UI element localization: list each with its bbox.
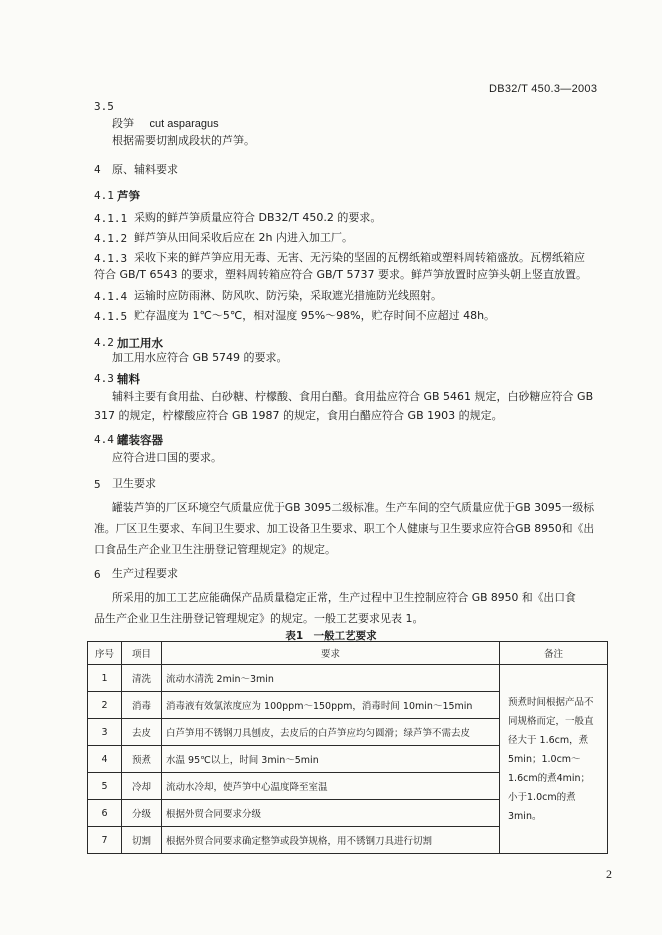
page-number: 2 bbox=[606, 867, 612, 881]
section-number: 4.4 bbox=[94, 433, 114, 446]
section-heading: 生产过程要求 bbox=[112, 567, 178, 580]
row-item: 预煮 bbox=[122, 746, 162, 773]
paragraph: 应符合进口国的要求。 bbox=[112, 451, 222, 464]
section-heading: 罐装容器 bbox=[117, 433, 163, 447]
section-number: 6 bbox=[94, 568, 101, 581]
row-requirement: 白芦笋用不锈钢刀具刨皮，去皮后的白芦笋应均匀圆滑；绿芦笋不需去皮 bbox=[162, 719, 500, 746]
row-seq: 1 bbox=[88, 665, 122, 692]
clause-number: 4.1.5 bbox=[94, 310, 128, 323]
paragraph: 辅料主要有食用盐、白砂糖、柠檬酸、食用白醋。食用盐应符合 GB 5461 规定，白砂糖应符合 GB bbox=[112, 390, 594, 403]
row-item: 切割 bbox=[122, 827, 162, 854]
document-id: DB32/T 450.3—2003 bbox=[489, 83, 598, 95]
paragraph: 加工用水应符合 GB 5749 的要求。 bbox=[112, 351, 288, 364]
paragraph: 品生产企业卫生注册登记管理规定》的规定。一般工艺要求见表 1。 bbox=[94, 612, 424, 625]
header-requirement: 要求 bbox=[162, 642, 500, 665]
row-note: 预煮时间根据产品不同规格而定，一般直径大于 1.6cm，煮5min；1.0cm～1.6cm的煮4min；小于1.0cm的煮3min。 bbox=[500, 665, 608, 854]
row-seq: 4 bbox=[88, 746, 122, 773]
section-number: 4.3 bbox=[94, 372, 114, 385]
clause-text: 贮存温度为 1℃～5℃，相对湿度 95%～98%，贮存时间不应超过 48h。 bbox=[134, 309, 496, 322]
row-requirement: 根据外贸合同要求分级 bbox=[162, 800, 500, 827]
clause-number: 4.1.3 bbox=[94, 252, 128, 265]
paragraph: 所采用的加工工艺应能确保产品质量稳定正常，生产过程中卫生控制应符合 GB 8950 和《出口食 bbox=[112, 591, 576, 604]
term-chinese: 段笋 bbox=[112, 117, 134, 130]
section-heading: 卫生要求 bbox=[112, 477, 156, 490]
clause-text: 采购的鲜芦笋质量应符合 DB32/T 450.2 的要求。 bbox=[134, 211, 382, 224]
section-number: 5 bbox=[94, 478, 101, 491]
clause-text: 符合 GB/T 6543 的要求，塑料周转箱应符合 GB/T 5737 要求。鲜芦笋放置时应笋头朝上竖直放置。 bbox=[94, 268, 587, 281]
section-number: 4.2 bbox=[94, 336, 114, 349]
row-seq: 3 bbox=[88, 719, 122, 746]
row-item: 消毒 bbox=[122, 692, 162, 719]
row-item: 去皮 bbox=[122, 719, 162, 746]
section-number: 4.1 bbox=[94, 189, 114, 202]
table-caption: 表1 一般工艺要求 bbox=[285, 630, 377, 642]
section-heading: 原、辅料要求 bbox=[112, 163, 178, 176]
clause-number: 4.1.1 bbox=[94, 212, 128, 225]
clause-text: 采收下来的鲜芦笋应用无毒、无害、无污染的坚固的瓦楞纸箱或塑料周转箱盛放。瓦楞纸箱应 bbox=[134, 251, 585, 264]
header-seq: 序号 bbox=[88, 642, 122, 665]
row-requirement: 流动水冷却，使芦笋中心温度降至室温 bbox=[162, 773, 500, 800]
header-item: 项目 bbox=[122, 642, 162, 665]
section-heading: 辅料 bbox=[117, 372, 140, 386]
section-heading: 加工用水 bbox=[117, 336, 163, 350]
row-requirement: 消毒液有效氯浓度应为 100ppm～150ppm，消毒时间 10min～15min bbox=[162, 692, 500, 719]
clause-number: 4.1.4 bbox=[94, 290, 128, 303]
row-seq: 7 bbox=[88, 827, 122, 854]
header-note: 备注 bbox=[500, 642, 608, 665]
row-requirement: 水温 95℃以上，时间 3min～5min bbox=[162, 746, 500, 773]
section-number: 3.5 bbox=[94, 100, 114, 113]
section-number: 4 bbox=[94, 163, 101, 176]
clause-number: 4.1.2 bbox=[94, 232, 128, 245]
table-header-row bbox=[88, 642, 608, 665]
row-item: 清洗 bbox=[122, 665, 162, 692]
row-seq: 6 bbox=[88, 800, 122, 827]
paragraph: 317 的规定，柠檬酸应符合 GB 1987 的规定，食用白醋应符合 GB 1903 的规定。 bbox=[94, 409, 503, 422]
section-heading: 芦笋 bbox=[117, 189, 140, 203]
process-requirements-table bbox=[87, 641, 608, 854]
clause-text: 运输时应防雨淋、防风吹、防污染，采取遮光措施防光线照射。 bbox=[134, 289, 442, 302]
paragraph: 罐装芦笋的厂区环境空气质量应优于GB 3095二级标准。生产车间的空气质量应优于GB 3095一级标 bbox=[112, 501, 595, 514]
paragraph: 准。厂区卫生要求、车间卫生要求、加工设备卫生要求、职工个人健康与卫生要求应符合GB 8950和《出 bbox=[94, 522, 595, 535]
clause-text: 鲜芦笋从田间采收后应在 2h 内进入加工厂。 bbox=[134, 231, 353, 244]
paragraph: 口食品生产企业卫生注册登记管理规定》的规定。 bbox=[94, 543, 336, 556]
term-english: cut asparagus bbox=[149, 118, 219, 130]
row-item: 分级 bbox=[122, 800, 162, 827]
row-requirement: 根据外贸合同要求确定整笋或段笋规格，用不锈钢刀具进行切割 bbox=[162, 827, 500, 854]
term-definition: 根据需要切割成段状的芦笋。 bbox=[112, 134, 255, 147]
row-item: 冷却 bbox=[122, 773, 162, 800]
table-row bbox=[88, 665, 608, 692]
row-seq: 5 bbox=[88, 773, 122, 800]
row-requirement: 流动水清洗 2min～3min bbox=[162, 665, 500, 692]
term-entry bbox=[112, 117, 219, 131]
row-seq: 2 bbox=[88, 692, 122, 719]
